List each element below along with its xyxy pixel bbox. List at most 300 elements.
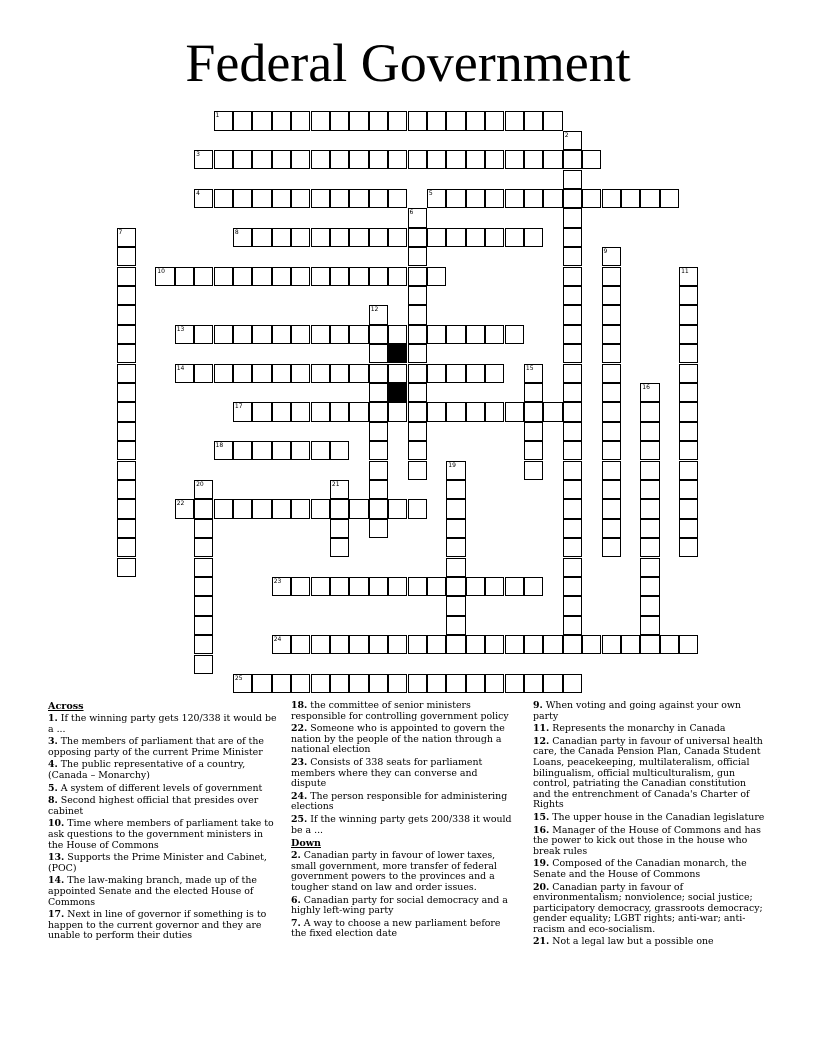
grid-cell[interactable]	[117, 364, 136, 383]
grid-cell[interactable]	[369, 674, 388, 693]
grid-cell[interactable]	[311, 325, 330, 344]
grid-cell[interactable]	[505, 402, 524, 421]
grid-cell[interactable]	[505, 635, 524, 654]
grid-cell[interactable]	[388, 499, 407, 518]
grid-cell[interactable]	[640, 577, 659, 596]
grid-cell[interactable]	[311, 499, 330, 518]
grid-cell[interactable]	[505, 577, 524, 596]
grid-cell[interactable]	[563, 422, 582, 441]
grid-cell[interactable]	[446, 596, 465, 615]
grid-cell[interactable]	[349, 150, 368, 169]
grid-cell[interactable]	[369, 577, 388, 596]
grid-cell[interactable]	[117, 402, 136, 421]
grid-cell[interactable]	[602, 267, 621, 286]
grid-cell[interactable]	[563, 480, 582, 499]
grid-cell[interactable]	[524, 577, 543, 596]
grid-cell[interactable]	[311, 189, 330, 208]
grid-cell[interactable]	[602, 519, 621, 538]
grid-cell[interactable]	[369, 364, 388, 383]
grid-cell[interactable]	[408, 325, 427, 344]
grid-cell[interactable]	[563, 499, 582, 518]
grid-cell[interactable]	[155, 267, 174, 286]
grid-cell[interactable]	[524, 189, 543, 208]
grid-cell[interactable]	[640, 441, 659, 460]
grid-cell[interactable]	[117, 305, 136, 324]
grid-cell[interactable]	[602, 461, 621, 480]
grid-cell[interactable]	[446, 325, 465, 344]
grid-cell[interactable]	[524, 111, 543, 130]
grid-cell[interactable]	[408, 267, 427, 286]
grid-cell[interactable]	[194, 519, 213, 538]
grid-cell[interactable]	[117, 499, 136, 518]
grid-cell[interactable]	[233, 267, 252, 286]
grid-cell[interactable]	[485, 111, 504, 130]
grid-cell[interactable]	[563, 267, 582, 286]
grid-cell[interactable]	[524, 422, 543, 441]
grid-cell[interactable]	[602, 305, 621, 324]
grid-cell[interactable]	[505, 325, 524, 344]
grid-cell[interactable]	[524, 364, 543, 383]
grid-cell[interactable]	[349, 674, 368, 693]
grid-cell[interactable]	[524, 635, 543, 654]
grid-cell[interactable]	[194, 189, 213, 208]
grid-cell[interactable]	[369, 111, 388, 130]
grid-cell[interactable]	[543, 402, 562, 421]
grid-cell[interactable]	[485, 364, 504, 383]
grid-cell[interactable]	[408, 461, 427, 480]
grid-cell[interactable]	[330, 499, 349, 518]
grid-cell[interactable]	[466, 635, 485, 654]
grid-cell[interactable]	[679, 286, 698, 305]
grid-cell[interactable]	[252, 189, 271, 208]
grid-cell[interactable]	[563, 383, 582, 402]
grid-cell[interactable]	[679, 499, 698, 518]
grid-cell[interactable]	[272, 228, 291, 247]
grid-cell[interactable]	[466, 150, 485, 169]
grid-cell[interactable]	[214, 499, 233, 518]
grid-cell[interactable]	[272, 674, 291, 693]
grid-cell[interactable]	[117, 247, 136, 266]
grid-cell[interactable]	[446, 111, 465, 130]
grid-cell[interactable]	[679, 383, 698, 402]
grid-cell[interactable]	[679, 461, 698, 480]
grid-cell[interactable]	[408, 150, 427, 169]
grid-cell[interactable]	[621, 189, 640, 208]
grid-cell[interactable]	[563, 596, 582, 615]
grid-cell[interactable]	[311, 441, 330, 460]
grid-cell[interactable]	[466, 577, 485, 596]
grid-cell[interactable]	[446, 402, 465, 421]
grid-cell[interactable]	[252, 325, 271, 344]
grid-cell[interactable]	[485, 402, 504, 421]
grid-cell[interactable]	[408, 208, 427, 227]
grid-cell[interactable]	[233, 189, 252, 208]
grid-cell[interactable]	[679, 519, 698, 538]
grid-cell[interactable]	[640, 402, 659, 421]
grid-cell[interactable]	[291, 228, 310, 247]
grid-cell[interactable]	[291, 635, 310, 654]
grid-cell[interactable]	[311, 228, 330, 247]
grid-cell[interactable]	[427, 674, 446, 693]
grid-cell[interactable]	[563, 441, 582, 460]
grid-cell[interactable]	[369, 402, 388, 421]
grid-cell[interactable]	[117, 558, 136, 577]
grid-cell[interactable]	[563, 344, 582, 363]
grid-cell[interactable]	[252, 150, 271, 169]
grid-cell[interactable]	[214, 150, 233, 169]
grid-cell[interactable]	[311, 674, 330, 693]
grid-cell[interactable]	[330, 189, 349, 208]
grid-cell[interactable]	[505, 111, 524, 130]
grid-cell[interactable]	[117, 228, 136, 247]
grid-cell[interactable]	[233, 111, 252, 130]
grid-cell[interactable]	[233, 441, 252, 460]
grid-cell[interactable]	[291, 674, 310, 693]
grid-cell[interactable]	[563, 189, 582, 208]
grid-cell[interactable]	[311, 402, 330, 421]
grid-cell[interactable]	[194, 267, 213, 286]
grid-cell[interactable]	[349, 111, 368, 130]
grid-cell[interactable]	[679, 635, 698, 654]
grid-cell[interactable]	[466, 325, 485, 344]
grid-cell[interactable]	[602, 325, 621, 344]
grid-cell[interactable]	[330, 267, 349, 286]
grid-cell[interactable]	[291, 441, 310, 460]
grid-cell[interactable]	[233, 150, 252, 169]
grid-cell[interactable]	[563, 364, 582, 383]
grid-cell[interactable]	[446, 558, 465, 577]
grid-cell[interactable]	[369, 150, 388, 169]
grid-cell[interactable]	[679, 480, 698, 499]
grid-cell[interactable]	[117, 325, 136, 344]
grid-cell[interactable]	[446, 364, 465, 383]
grid-cell[interactable]	[330, 111, 349, 130]
grid-cell[interactable]	[602, 286, 621, 305]
grid-cell[interactable]	[194, 616, 213, 635]
grid-cell[interactable]	[330, 519, 349, 538]
grid-cell[interactable]	[466, 402, 485, 421]
grid-cell[interactable]	[369, 267, 388, 286]
grid-cell[interactable]	[602, 402, 621, 421]
grid-cell[interactable]	[214, 325, 233, 344]
grid-cell[interactable]	[311, 364, 330, 383]
grid-cell[interactable]	[330, 538, 349, 557]
grid-cell[interactable]	[446, 538, 465, 557]
grid-cell[interactable]	[175, 499, 194, 518]
grid-cell[interactable]	[446, 499, 465, 518]
grid-cell[interactable]	[563, 170, 582, 189]
grid-cell[interactable]	[369, 344, 388, 363]
grid-cell[interactable]	[679, 325, 698, 344]
grid-cell[interactable]	[291, 364, 310, 383]
grid-cell[interactable]	[485, 150, 504, 169]
grid-cell[interactable]	[117, 383, 136, 402]
grid-cell[interactable]	[194, 577, 213, 596]
grid-cell[interactable]	[446, 674, 465, 693]
grid-cell[interactable]	[446, 228, 465, 247]
grid-cell[interactable]	[679, 538, 698, 557]
grid-cell[interactable]	[388, 267, 407, 286]
grid-cell[interactable]	[408, 635, 427, 654]
grid-cell[interactable]	[369, 305, 388, 324]
grid-cell[interactable]	[194, 150, 213, 169]
grid-cell[interactable]	[311, 577, 330, 596]
grid-cell[interactable]	[330, 635, 349, 654]
grid-cell[interactable]	[369, 480, 388, 499]
grid-cell[interactable]	[272, 441, 291, 460]
grid-cell[interactable]	[388, 189, 407, 208]
grid-cell[interactable]	[660, 635, 679, 654]
grid-cell[interactable]	[117, 519, 136, 538]
grid-cell[interactable]	[369, 441, 388, 460]
grid-cell[interactable]	[446, 616, 465, 635]
grid-cell[interactable]	[388, 325, 407, 344]
grid-cell[interactable]	[311, 150, 330, 169]
grid-cell[interactable]	[272, 499, 291, 518]
grid-cell[interactable]	[291, 499, 310, 518]
grid-cell[interactable]	[117, 461, 136, 480]
grid-cell[interactable]	[446, 461, 465, 480]
grid-cell[interactable]	[291, 577, 310, 596]
grid-cell[interactable]	[214, 364, 233, 383]
grid-cell[interactable]	[233, 364, 252, 383]
grid-cell[interactable]	[466, 674, 485, 693]
grid-cell[interactable]	[543, 111, 562, 130]
grid-cell[interactable]	[330, 228, 349, 247]
grid-cell[interactable]	[349, 228, 368, 247]
grid-cell[interactable]	[563, 461, 582, 480]
grid-cell[interactable]	[563, 286, 582, 305]
grid-cell[interactable]	[291, 111, 310, 130]
grid-cell[interactable]	[524, 674, 543, 693]
grid-cell[interactable]	[679, 267, 698, 286]
grid-cell[interactable]	[563, 150, 582, 169]
grid-cell[interactable]	[679, 441, 698, 460]
grid-cell[interactable]	[640, 558, 659, 577]
grid-cell[interactable]	[272, 402, 291, 421]
grid-cell[interactable]	[272, 150, 291, 169]
grid-cell[interactable]	[311, 111, 330, 130]
grid-cell[interactable]	[427, 267, 446, 286]
grid-cell[interactable]	[563, 519, 582, 538]
grid-cell[interactable]	[349, 189, 368, 208]
grid-cell[interactable]	[408, 383, 427, 402]
grid-cell[interactable]	[349, 499, 368, 518]
grid-cell[interactable]	[194, 635, 213, 654]
grid-cell[interactable]	[427, 402, 446, 421]
grid-cell[interactable]	[194, 655, 213, 674]
grid-cell[interactable]	[602, 344, 621, 363]
grid-cell[interactable]	[543, 635, 562, 654]
grid-cell[interactable]	[485, 635, 504, 654]
grid-cell[interactable]	[524, 402, 543, 421]
grid-cell[interactable]	[524, 383, 543, 402]
grid-cell[interactable]	[446, 635, 465, 654]
grid-cell[interactable]	[563, 635, 582, 654]
grid-cell[interactable]	[330, 441, 349, 460]
grid-cell[interactable]	[640, 635, 659, 654]
grid-cell[interactable]	[388, 674, 407, 693]
grid-cell[interactable]	[563, 402, 582, 421]
grid-cell[interactable]	[330, 325, 349, 344]
grid-cell[interactable]	[369, 635, 388, 654]
grid-cell[interactable]	[272, 577, 291, 596]
grid-cell[interactable]	[252, 111, 271, 130]
grid-cell[interactable]	[679, 305, 698, 324]
grid-cell[interactable]	[291, 402, 310, 421]
grid-cell[interactable]	[602, 383, 621, 402]
grid-cell[interactable]	[117, 267, 136, 286]
grid-cell[interactable]	[524, 150, 543, 169]
grid-cell[interactable]	[369, 228, 388, 247]
grid-cell[interactable]	[330, 364, 349, 383]
grid-cell[interactable]	[505, 228, 524, 247]
grid-cell[interactable]	[563, 325, 582, 344]
grid-cell[interactable]	[427, 635, 446, 654]
grid-cell[interactable]	[330, 577, 349, 596]
grid-cell[interactable]	[388, 228, 407, 247]
grid-cell[interactable]	[408, 577, 427, 596]
grid-cell[interactable]	[388, 364, 407, 383]
grid-cell[interactable]	[602, 538, 621, 557]
grid-cell[interactable]	[252, 228, 271, 247]
grid-cell[interactable]	[330, 480, 349, 499]
grid-cell[interactable]	[388, 402, 407, 421]
grid-cell[interactable]	[252, 441, 271, 460]
grid-cell[interactable]	[194, 538, 213, 557]
grid-cell[interactable]	[311, 267, 330, 286]
grid-cell[interactable]	[679, 422, 698, 441]
grid-cell[interactable]	[408, 228, 427, 247]
grid-cell[interactable]	[369, 461, 388, 480]
grid-cell[interactable]	[485, 577, 504, 596]
grid-cell[interactable]	[524, 441, 543, 460]
grid-cell[interactable]	[505, 189, 524, 208]
grid-cell[interactable]	[563, 247, 582, 266]
grid-cell[interactable]	[563, 131, 582, 150]
grid-cell[interactable]	[679, 364, 698, 383]
grid-cell[interactable]	[117, 480, 136, 499]
grid-cell[interactable]	[369, 383, 388, 402]
grid-cell[interactable]	[543, 150, 562, 169]
grid-cell[interactable]	[349, 577, 368, 596]
grid-cell[interactable]	[272, 364, 291, 383]
grid-cell[interactable]	[640, 383, 659, 402]
grid-cell[interactable]	[388, 635, 407, 654]
grid-cell[interactable]	[524, 461, 543, 480]
grid-cell[interactable]	[252, 364, 271, 383]
grid-cell[interactable]	[427, 228, 446, 247]
grid-cell[interactable]	[194, 499, 213, 518]
grid-cell[interactable]	[466, 228, 485, 247]
grid-cell[interactable]	[602, 422, 621, 441]
grid-cell[interactable]	[194, 558, 213, 577]
grid-cell[interactable]	[563, 674, 582, 693]
grid-cell[interactable]	[427, 325, 446, 344]
grid-cell[interactable]	[194, 480, 213, 499]
grid-cell[interactable]	[408, 499, 427, 518]
grid-cell[interactable]	[388, 577, 407, 596]
grid-cell[interactable]	[175, 364, 194, 383]
grid-cell[interactable]	[466, 189, 485, 208]
grid-cell[interactable]	[214, 267, 233, 286]
grid-cell[interactable]	[446, 480, 465, 499]
grid-cell[interactable]	[233, 674, 252, 693]
grid-cell[interactable]	[602, 189, 621, 208]
grid-cell[interactable]	[563, 228, 582, 247]
grid-cell[interactable]	[408, 422, 427, 441]
grid-cell[interactable]	[252, 499, 271, 518]
grid-cell[interactable]	[408, 111, 427, 130]
grid-cell[interactable]	[602, 441, 621, 460]
grid-cell[interactable]	[349, 267, 368, 286]
grid-cell[interactable]	[563, 305, 582, 324]
grid-cell[interactable]	[408, 247, 427, 266]
grid-cell[interactable]	[640, 596, 659, 615]
grid-cell[interactable]	[117, 344, 136, 363]
grid-cell[interactable]	[311, 635, 330, 654]
grid-cell[interactable]	[602, 499, 621, 518]
grid-cell[interactable]	[388, 150, 407, 169]
grid-cell[interactable]	[640, 480, 659, 499]
grid-cell[interactable]	[349, 364, 368, 383]
grid-cell[interactable]	[543, 189, 562, 208]
grid-cell[interactable]	[408, 364, 427, 383]
grid-cell[interactable]	[408, 402, 427, 421]
grid-cell[interactable]	[233, 228, 252, 247]
grid-cell[interactable]	[446, 519, 465, 538]
grid-cell[interactable]	[233, 499, 252, 518]
grid-cell[interactable]	[485, 228, 504, 247]
grid-cell[interactable]	[563, 208, 582, 227]
grid-cell[interactable]	[408, 286, 427, 305]
grid-cell[interactable]	[621, 635, 640, 654]
grid-cell[interactable]	[175, 267, 194, 286]
grid-cell[interactable]	[563, 577, 582, 596]
grid-cell[interactable]	[233, 325, 252, 344]
grid-cell[interactable]	[214, 111, 233, 130]
grid-cell[interactable]	[369, 189, 388, 208]
grid-cell[interactable]	[582, 189, 601, 208]
grid-cell[interactable]	[602, 247, 621, 266]
grid-cell[interactable]	[272, 325, 291, 344]
grid-cell[interactable]	[291, 150, 310, 169]
grid-cell[interactable]	[117, 422, 136, 441]
grid-cell[interactable]	[349, 635, 368, 654]
grid-cell[interactable]	[427, 111, 446, 130]
grid-cell[interactable]	[679, 402, 698, 421]
grid-cell[interactable]	[349, 402, 368, 421]
grid-cell[interactable]	[252, 267, 271, 286]
grid-cell[interactable]	[427, 189, 446, 208]
grid-cell[interactable]	[330, 674, 349, 693]
grid-cell[interactable]	[117, 286, 136, 305]
grid-cell[interactable]	[369, 422, 388, 441]
grid-cell[interactable]	[640, 519, 659, 538]
grid-cell[interactable]	[291, 267, 310, 286]
grid-cell[interactable]	[640, 538, 659, 557]
grid-cell[interactable]	[543, 674, 562, 693]
grid-cell[interactable]	[446, 577, 465, 596]
grid-cell[interactable]	[272, 111, 291, 130]
grid-cell[interactable]	[427, 150, 446, 169]
grid-cell[interactable]	[369, 499, 388, 518]
grid-cell[interactable]	[524, 228, 543, 247]
grid-cell[interactable]	[660, 189, 679, 208]
grid-cell[interactable]	[388, 111, 407, 130]
grid-cell[interactable]	[408, 344, 427, 363]
grid-cell[interactable]	[582, 150, 601, 169]
